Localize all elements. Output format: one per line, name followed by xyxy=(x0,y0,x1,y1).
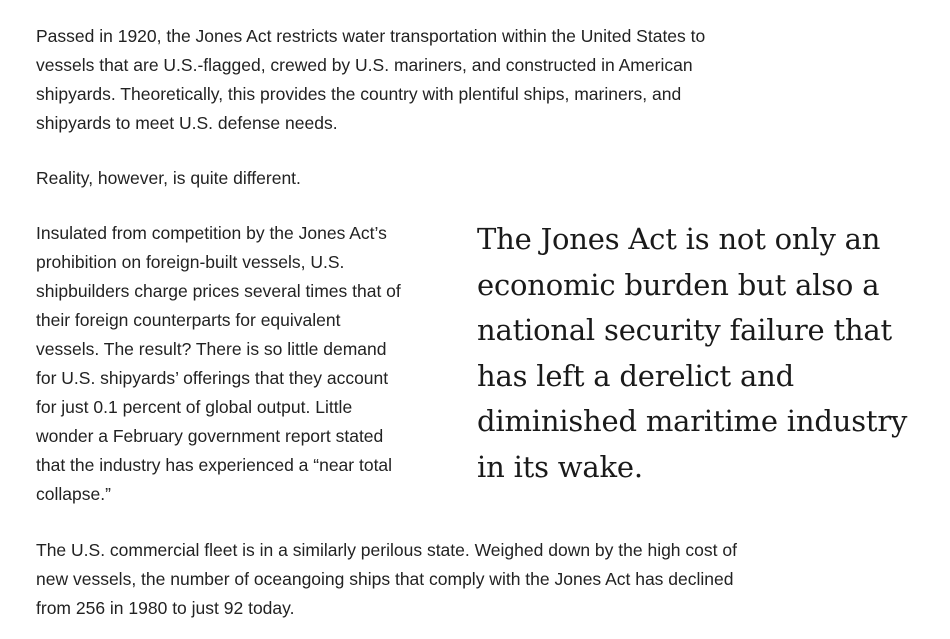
article-paragraph-fleet: The U.S. commercial fleet is in a similarly perilous state. Weighed down by the high cost of new vessels, the number of oceangoing ships that comply with the Jones Act has declined from 256 in 1980 to just 92 today. xyxy=(36,540,737,618)
article-paragraph-shipbuilders: Insulated from competition by the Jones Act’s prohibition on foreign-built vessels, U.S. shipbuilders charge prices several times that of their foreign counterparts for equivalent vessels. The result? There is so little demand for U.S. shipyards’ offerings that they account for just 0.1 percent of global output. Little wonder a February government report stated that the industry has experienced a “near total collapse.” xyxy=(36,223,401,504)
article-paragraph-reality: Reality, however, is quite different. xyxy=(36,168,301,188)
article-paragraph-intro: Passed in 1920, the Jones Act restricts water transportation within the United States to vessels that are U.S.-flagged, crewed by U.S. mariners, and constructed in American shipyards. Theoretically, this provides the country with plentiful ships, mariners, and shipyards to meet U.S. defense needs. xyxy=(36,26,706,133)
pull-quote: The Jones Act is not only an economic burden but also a national security failure that has left a derelict and diminished maritime industry in its wake. xyxy=(477,222,908,484)
